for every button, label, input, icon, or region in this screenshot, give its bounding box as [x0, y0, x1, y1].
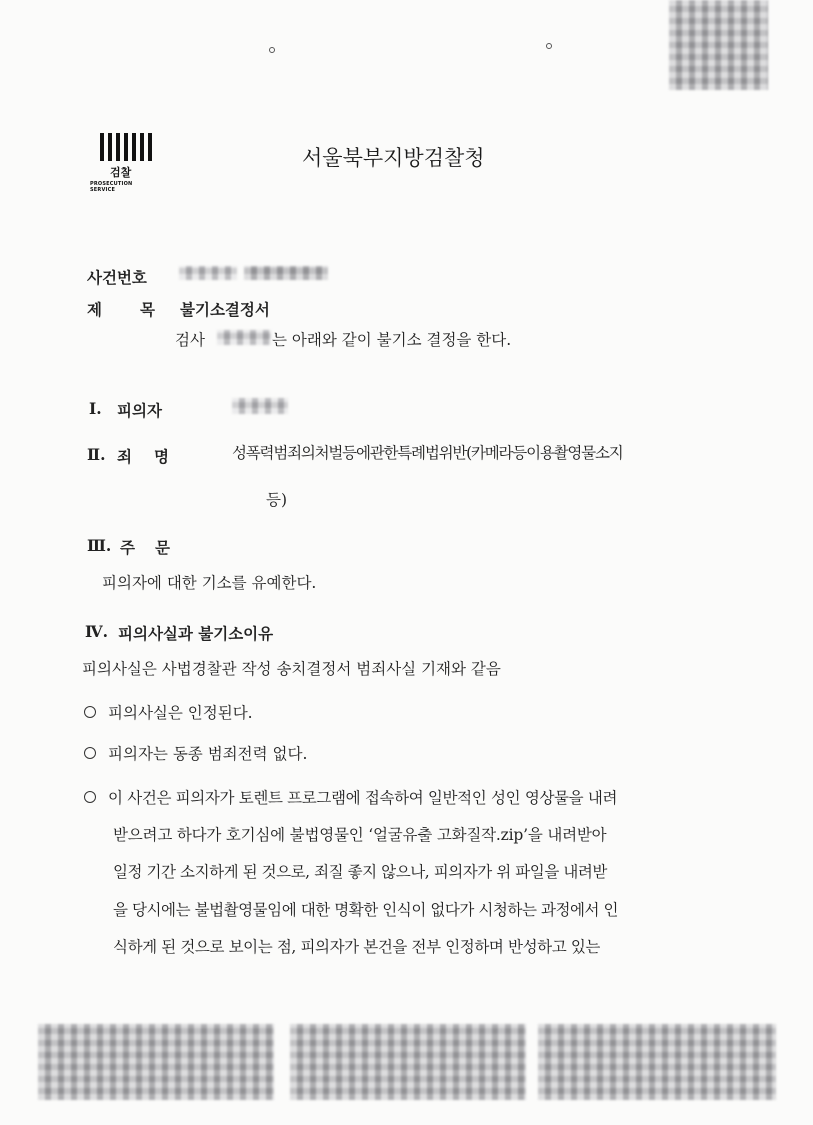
bullet-item-line: 식하게 된 것으로 보이는 점, 피의자가 본건을 전부 인정하며 반성하고 있는 — [113, 938, 600, 956]
logo-text-en: PROSECUTION SERVICE — [90, 181, 133, 193]
section-1-title: 피의자 — [117, 401, 162, 420]
bullet-item-line: 일정 기간 소지하게 된 것으로, 죄질 좋지 않으나, 피의자가 위 파일을 내려받 — [113, 863, 607, 881]
bullet-item-line: 받으려고 하다가 호기심에 불법영물인 ‘얼굴유출 고화질작.zip’을 내려받아 — [113, 826, 607, 844]
scan-mark — [269, 47, 275, 53]
section-4-title: 피의사실과 불기소이유 — [118, 624, 274, 643]
document-subject: 불기소결정서 — [180, 300, 270, 319]
section-1-numeral: Ⅰ. — [89, 399, 102, 418]
bullet-item: 피의자는 동종 범죄전력 없다. — [108, 745, 308, 763]
subject-label: 제 — [87, 300, 102, 319]
section-3-numeral: Ⅲ. — [87, 536, 112, 555]
section-2-numeral: Ⅱ. — [87, 445, 106, 464]
charge-text: 성폭력범죄의처벌등에관한특례법위반(카메라등이용촬영물소지 — [232, 444, 623, 462]
bullet-item: 이 사건은 피의자가 토렌트 프로그램에 접속하여 일반적인 성인 영상물을 내려 — [108, 789, 618, 807]
facts-summary: 피의사실은 사법경찰관 작성 송치결정서 범죄사실 기재와 같음 — [82, 660, 501, 678]
redacted-suspect-name — [232, 398, 288, 414]
redacted-case-number — [179, 266, 237, 280]
bullet-item: 피의사실은 인정된다. — [108, 704, 253, 722]
intro-text: 는 아래와 같이 불기소 결정을 한다. — [272, 331, 512, 349]
prosecution-logo — [90, 133, 158, 193]
redacted-prosecutor — [217, 330, 271, 345]
section-3-title: 문 — [155, 538, 170, 557]
bullet-circle-icon — [84, 706, 96, 718]
section-2-title: 죄 — [117, 447, 132, 466]
logo-bars-icon — [100, 133, 158, 161]
charge-text-cont: 등) — [266, 491, 288, 509]
redacted-case-number — [244, 266, 328, 280]
subject-label: 목 — [140, 300, 155, 319]
intro-prefix: 검사 — [175, 331, 205, 349]
redacted-stamp — [669, 0, 768, 90]
bullet-item-line: 을 당시에는 불법촬영물임에 대한 명확한 인식이 없다가 시청하는 과정에서 인 — [113, 901, 619, 919]
disposition-text: 피의자에 대한 기소를 유예한다. — [102, 574, 317, 592]
redacted-footer — [290, 1024, 526, 1100]
section-4-numeral: Ⅳ. — [85, 622, 108, 641]
bullet-circle-icon — [84, 747, 96, 759]
office-title: 서울북부지방검찰청 — [302, 146, 485, 170]
redacted-footer — [538, 1024, 776, 1100]
redacted-footer — [38, 1024, 274, 1100]
scan-mark — [546, 43, 552, 49]
bullet-circle-icon — [84, 791, 96, 803]
section-2-title: 명 — [154, 447, 169, 466]
section-3-title: 주 — [120, 538, 135, 557]
logo-text-ko: 검찰 — [110, 166, 132, 179]
case-number-label: 사건번호 — [87, 268, 147, 287]
